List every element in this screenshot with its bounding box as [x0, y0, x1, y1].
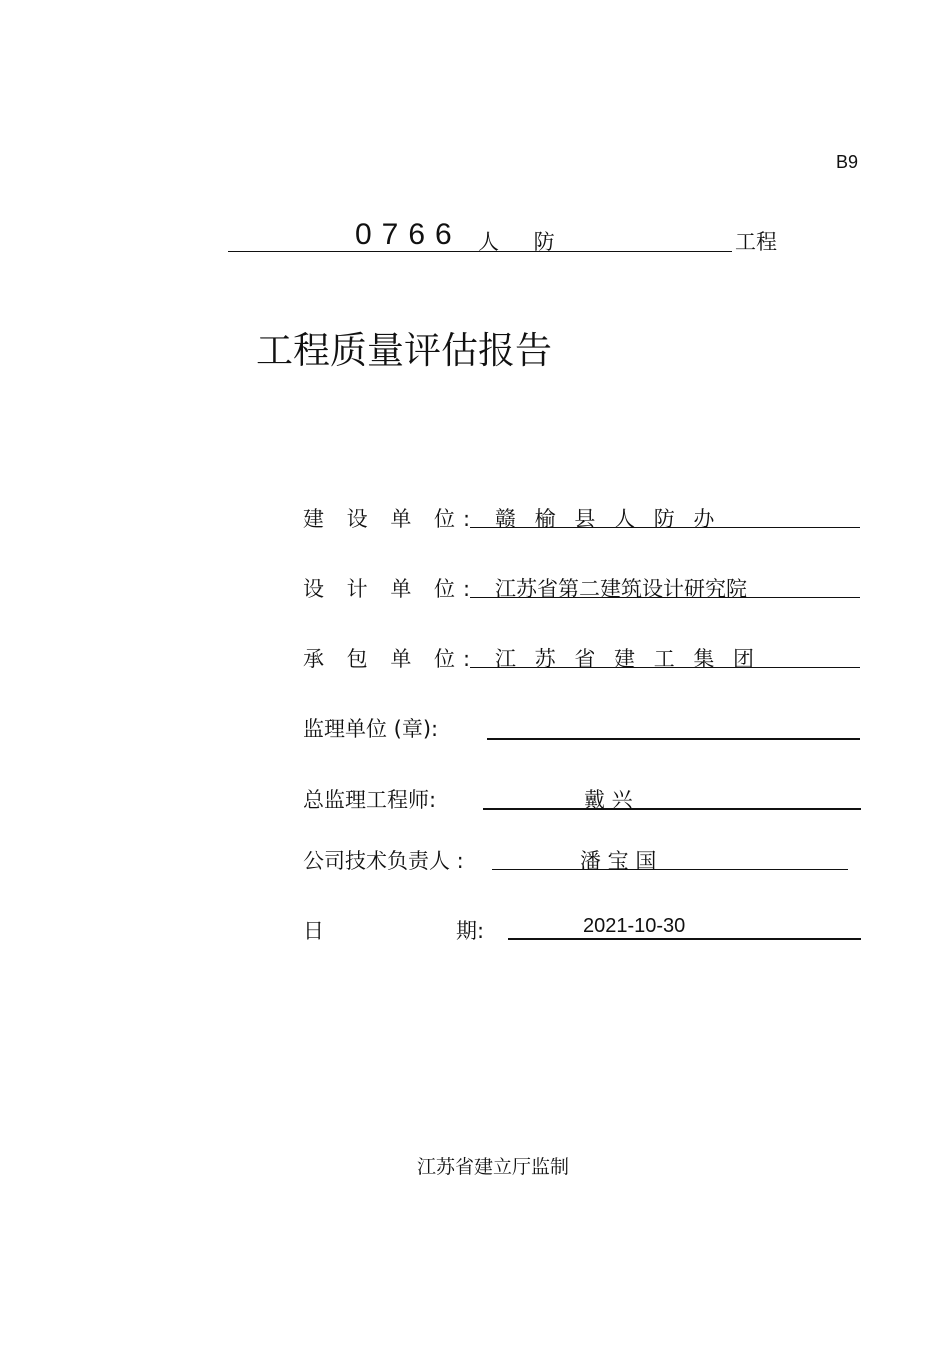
- date-underline: [508, 938, 861, 940]
- construction-unit-value: 赣 榆 县 人 防 办: [495, 507, 721, 531]
- technical-lead-value: 潘 宝 国: [580, 849, 657, 873]
- chief-supervisor-label: 总监理工程师:: [303, 788, 437, 812]
- design-unit-value: 江苏省第二建筑设计研究院: [495, 577, 747, 601]
- contractor-unit-label: 承 包 单 位:: [303, 647, 479, 671]
- project-name: 人 防: [478, 230, 569, 254]
- supervision-unit-label: 监理单位 (章):: [303, 717, 439, 741]
- design-unit-underline: [470, 597, 860, 598]
- construction-unit-underline: [470, 527, 860, 528]
- design-unit-label: 设 计 单 位:: [303, 577, 479, 601]
- date-label-period: 期:: [456, 919, 485, 943]
- document-title: 工程质量评估报告: [256, 329, 552, 372]
- construction-unit-label: 建 设 单 位:: [303, 507, 479, 531]
- supervision-unit-underline: [487, 738, 860, 740]
- chief-supervisor-value: 戴 兴: [584, 788, 633, 812]
- project-number: 0766: [355, 218, 462, 251]
- project-suffix: 工程: [735, 230, 777, 254]
- issuer: 江苏省建立厅监制: [417, 1156, 570, 1178]
- form-code: B9: [836, 152, 859, 172]
- technical-lead-underline: [492, 869, 848, 870]
- date-label-day: 日: [303, 919, 324, 943]
- chief-supervisor-underline: [483, 808, 861, 810]
- contractor-unit-value: 江 苏 省 建 工 集 团: [495, 647, 761, 671]
- technical-lead-label: 公司技术负责人 :: [303, 849, 464, 873]
- date-value: 2021-10-30: [583, 915, 686, 937]
- contractor-unit-underline: [470, 667, 860, 668]
